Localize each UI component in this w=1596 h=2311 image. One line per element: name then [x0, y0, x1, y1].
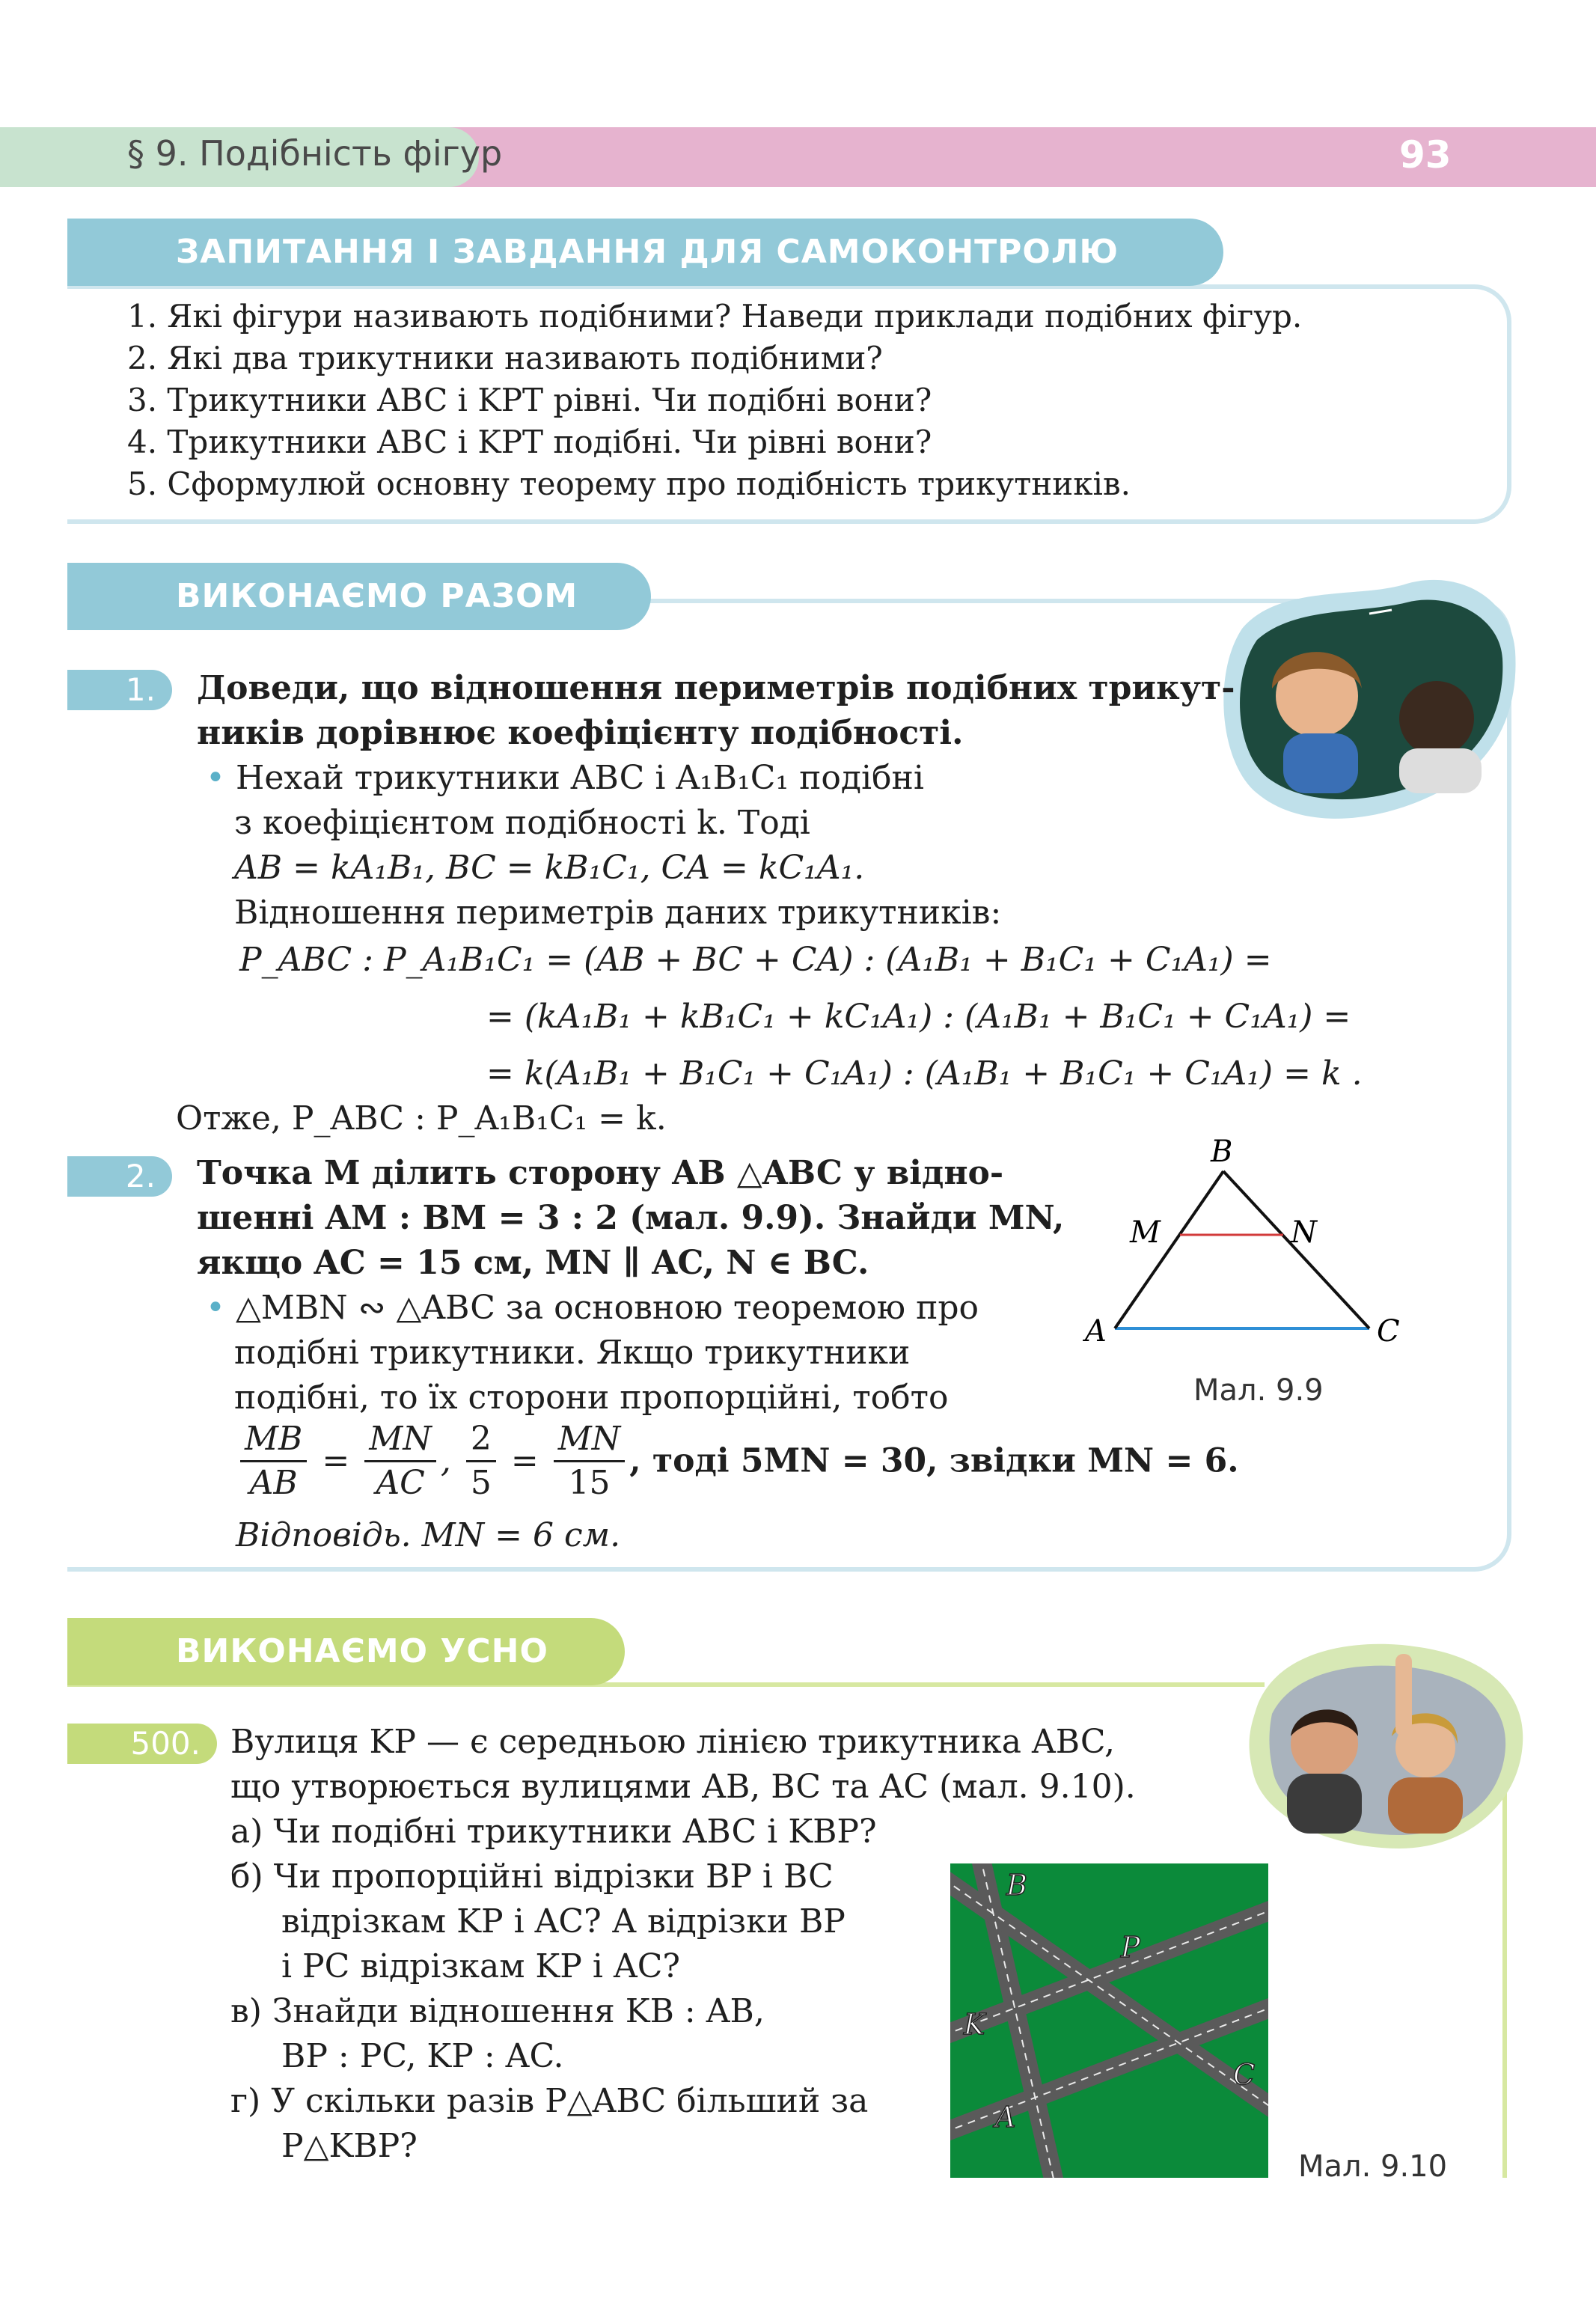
question-1: 1. Які фігури називають подібними? Наведи приклади подібних фігур. — [127, 298, 1303, 335]
equation-3: = k(A₁B₁ + B₁C₁ + C₁A₁) : (A₁B₁ + B₁C₁ + C₁A₁) = k . — [486, 1054, 1363, 1093]
subtask-d-line-1: г) У скільки разів P△ABC більший за — [230, 2082, 869, 2120]
task-1-line-2: ників дорівнює коефіцієнту подібності. — [197, 714, 964, 752]
task-1-sol-line-3: AB = kA₁B₁, BC = kB₁C₁, CA = kC₁A₁. — [234, 849, 865, 887]
task-2-answer: Відповідь. MN = 6 см. — [236, 1516, 621, 1554]
figure-9-9-triangle — [1077, 1130, 1437, 1370]
task-1-solution — [206, 756, 1001, 935]
task-500-line-2: що утворюється вулицями AB, BC та AC (мал. 9.10). — [230, 1768, 1136, 1806]
figure-9-9-caption: Мал. 9.9 — [1193, 1373, 1324, 1408]
task-2-statement — [197, 1151, 1064, 1286]
question-4: 4. Трикутники ABC і KPT подібні. Чи рівні вони? — [127, 424, 932, 460]
map-label-p: P — [1121, 1931, 1140, 1964]
together-title: ВИКОНАЄМО РАЗОМ — [67, 563, 651, 630]
task-2-number: 2. — [67, 1156, 172, 1197]
task-2-sol-line-1: △MBN ∾ △ABC за основною теоремою про — [235, 1289, 979, 1327]
task-2-line-2: шенні AM : BM = 3 : 2 (мал. 9.9). Знайди MN, — [197, 1199, 1065, 1237]
label-b: B — [1211, 1135, 1233, 1169]
task-500-number: 500. — [67, 1724, 217, 1764]
task-1-conclusion: Отже, P_ABC : P_A₁B₁C₁ = k. — [176, 1099, 667, 1138]
fraction-mb-ab: $\frac{MB}{AB}$ — [240, 1418, 307, 1504]
task-1-line-1: Доведи, що відношення периметрів подібних трикут- — [197, 669, 1235, 707]
subtask-b-line-1: б) Чи пропорційні відрізки BP і BC — [230, 1857, 834, 1896]
subtask-b-line-3: і PC відрізкам KP і AC? — [281, 1947, 680, 1985]
task-2-solution — [206, 1286, 979, 1420]
question-2: 2. Які два трикутники називають подібними? — [127, 340, 883, 376]
photo-students — [1235, 1624, 1534, 1856]
task-1-number: 1. — [67, 670, 172, 710]
fraction-2-5: $\frac{2}{5}$ — [466, 1418, 496, 1504]
label-c: C — [1377, 1314, 1400, 1349]
task-2-proportion: $\frac{MB}{AB}$ = $\frac{MN}{AC}$ , $\frac{2}{5}$ = $\frac{MN}{15}$ , тоді 5MN = 30, звідки MN = 6. — [236, 1418, 1239, 1504]
task-1-sol-intro: Нехай трикутники ABC і A₁B₁C₁ подібні — [235, 759, 924, 797]
task-500-statement — [230, 1720, 1136, 1810]
question-3: 3. Трикутники ABC і KPT рівні. Чи подібні вони? — [127, 382, 932, 418]
map-label-c: C — [1233, 2058, 1256, 2091]
section-title: § 9. Подібність фігур — [127, 133, 503, 174]
task-1-sol-line-4: Відношення периметрів даних трикутників: — [234, 894, 1002, 932]
equation-1: P_ABC : P_A₁B₁C₁ = (AB + BC + CA) : (A₁B₁ + B₁C₁ + C₁A₁) = — [239, 941, 1272, 979]
map-label-a: A — [995, 2101, 1016, 2134]
task-2-line-3: якщо AC = 15 см, MN ∥ AC, N ∈ BC. — [197, 1244, 869, 1282]
subtask-d-line-2: P△KBP? — [281, 2127, 418, 2165]
task-2-sol-line-2: подібні трикутники. Якщо трикутники — [234, 1334, 911, 1372]
bullet-icon: • — [206, 759, 236, 797]
figure-9-10-caption: Мал. 9.10 — [1298, 2149, 1448, 2184]
figure-9-10-street-map — [950, 1863, 1268, 2178]
map-label-k: K — [964, 2008, 985, 2041]
task-1-equations — [239, 932, 1363, 1102]
fraction-mn-15: $\frac{MN}{15}$ — [554, 1418, 626, 1504]
subtask-c-line-2: BP : PC, KP : AC. — [281, 2037, 564, 2075]
label-a: A — [1085, 1314, 1107, 1349]
oral-title: ВИКОНАЄМО УСНО — [67, 1618, 625, 1685]
task-1-sol-line-2: з коефіцієнтом подібності k. Тоді — [234, 804, 810, 842]
subtask-b-line-2: відрізкам KP і AC? А відрізки BP — [281, 1902, 846, 1941]
task-1-statement — [197, 666, 1235, 756]
task-500-subtasks — [230, 1810, 877, 2169]
question-5: 5. Сформулюй основну теорему про подібність трикутників. — [127, 465, 1131, 502]
page-number: 93 — [1399, 133, 1452, 177]
subtask-a: а) Чи подібні трикутники ABC і KBP? — [230, 1813, 877, 1851]
task-2-proportion-tail: , тоді 5MN = 30, звідки MN = 6. — [629, 1441, 1239, 1480]
fraction-mn-ac: $\frac{MN}{AC}$ — [364, 1418, 436, 1504]
selfcheck-title: ЗАПИТАННЯ І ЗАВДАННЯ ДЛЯ САМОКОНТРОЛЮ — [67, 219, 1223, 286]
photo-kids-at-board — [1212, 569, 1526, 838]
subtask-c-line-1: в) Знайди відношення KB : AB, — [230, 1992, 765, 2030]
task-2-sol-line-3: подібні, то їх сторони пропорційні, тобто — [234, 1379, 949, 1417]
bullet-icon: • — [206, 1289, 236, 1327]
task-2-line-1: Точка M ділить сторону AB △ABC у відно- — [197, 1154, 1004, 1192]
map-label-b: B — [1006, 1869, 1027, 1902]
label-n: N — [1291, 1215, 1317, 1250]
label-m: M — [1130, 1215, 1161, 1250]
selfcheck-questions — [127, 296, 1302, 505]
task-500-line-1: Вулиця KP — є середньою лінією трикутника ABC, — [230, 1723, 1115, 1761]
equation-2: = (kA₁B₁ + kB₁C₁ + kC₁A₁) : (A₁B₁ + B₁C₁ + C₁A₁) = — [486, 998, 1351, 1036]
